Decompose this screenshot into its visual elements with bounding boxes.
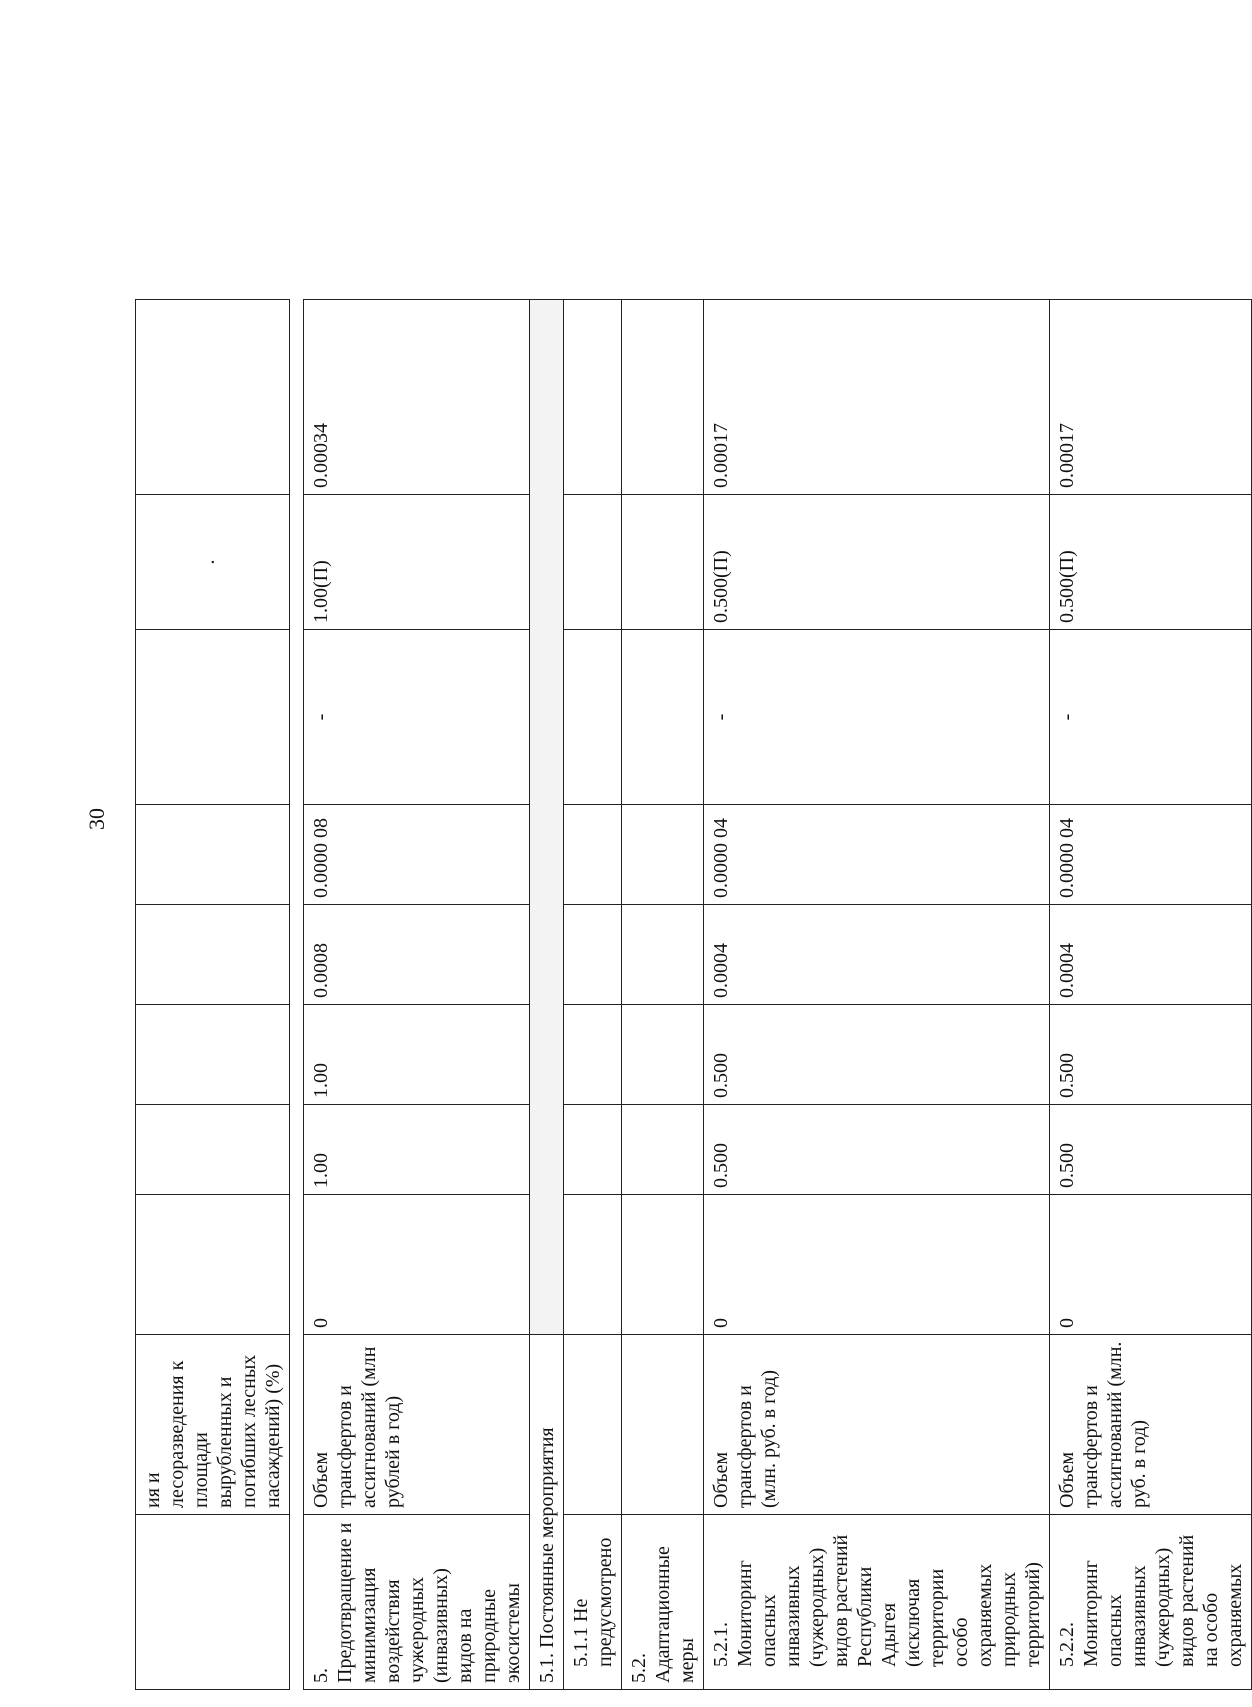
table-cell bbox=[564, 495, 622, 630]
table-cell bbox=[622, 630, 704, 805]
value-cell: 1.00(П) bbox=[304, 495, 530, 630]
table-cell bbox=[136, 805, 290, 905]
table-cell bbox=[136, 1195, 290, 1335]
value-cell: 1.00 bbox=[304, 1005, 530, 1105]
value-cell: 0.00017 bbox=[704, 300, 1050, 495]
value-cell: 1.00 bbox=[304, 1105, 530, 1195]
page-number: 30 bbox=[84, 808, 109, 830]
value-cell: 0.500 bbox=[704, 1005, 1050, 1105]
table-cell bbox=[564, 1195, 622, 1335]
table-row bbox=[1050, 300, 1252, 1690]
table-cell bbox=[622, 1335, 704, 1515]
value-cell: 0.500 bbox=[1050, 1105, 1252, 1195]
rotated-document bbox=[135, 80, 1246, 1690]
table-cell bbox=[136, 1105, 290, 1195]
table-cell bbox=[622, 1005, 704, 1105]
table-row bbox=[564, 300, 622, 1690]
value-cell: - bbox=[304, 630, 530, 805]
indicator-name: Объем трансфертов и (млн. руб. в год) bbox=[704, 1335, 1050, 1515]
table-cell bbox=[530, 300, 564, 1335]
measure-name: 5.2.2. Мониторинг опасных инвазивных (чужеродных) видов растений на особо охраняемых bbox=[1050, 1515, 1252, 1690]
value-cell: 0.00017 bbox=[1050, 300, 1252, 495]
value-cell: 0.0000 04 bbox=[704, 805, 1050, 905]
value-cell: 0.0008 bbox=[304, 905, 530, 1005]
value-cell: - bbox=[704, 630, 1050, 805]
table-cell bbox=[564, 805, 622, 905]
table-cell bbox=[564, 1105, 622, 1195]
section-title: 5.1. Постоянные мероприятия bbox=[530, 1335, 564, 1690]
value-cell: 0.00034 bbox=[304, 300, 530, 495]
table-cell bbox=[622, 1195, 704, 1335]
value-cell: 0.0000 04 bbox=[1050, 805, 1252, 905]
continuation-indicator-cell: ия и лесоразведения к площади вырубленных и погибших лесных насаждений) (%) bbox=[136, 1335, 290, 1515]
continuation-row bbox=[136, 300, 290, 1690]
table-cell bbox=[622, 805, 704, 905]
value-cell: 0.500(П) bbox=[704, 495, 1050, 630]
table-row bbox=[704, 300, 1050, 1690]
table-cell bbox=[136, 905, 290, 1005]
table-cell bbox=[564, 300, 622, 495]
value-cell: 0.500(П) bbox=[1050, 495, 1252, 630]
table-cell bbox=[136, 630, 290, 805]
measure-name: 5.2.1. Мониторинг опасных инвазивных (чужеродных) видов растений Республики Адыгея (исключая территории особо охраняемых природных территорий) bbox=[704, 1515, 1050, 1690]
value-cell: 0.0004 bbox=[704, 905, 1050, 1005]
value-cell: 0.0000 08 bbox=[304, 805, 530, 905]
table-cell bbox=[564, 630, 622, 805]
table-cell bbox=[564, 905, 622, 1005]
value-cell: 0.500 bbox=[1050, 1005, 1252, 1105]
measure-name: 5. Предотвращение и минимизация воздействия чужеродных (инвазивных) видов на природные экосистемы bbox=[304, 1515, 530, 1690]
table-cell bbox=[564, 1005, 622, 1105]
table-cell bbox=[622, 495, 704, 630]
value-cell: 0 bbox=[704, 1195, 1050, 1335]
continuation-name-cell bbox=[136, 1515, 290, 1690]
value-cell: 0 bbox=[304, 1195, 530, 1335]
table-cell: . bbox=[136, 495, 290, 630]
table-cell bbox=[136, 1005, 290, 1105]
indicator-name: Объем трансфертов и ассигнований (млн. руб. в год) bbox=[1050, 1335, 1252, 1515]
table-cell bbox=[622, 300, 704, 495]
value-cell: 0.500 bbox=[704, 1105, 1050, 1195]
main-table bbox=[303, 299, 1252, 1690]
measure-name: 5.1.1 Не предусмотрено bbox=[564, 1515, 622, 1690]
table-cell bbox=[622, 905, 704, 1005]
value-cell: 0 bbox=[1050, 1195, 1252, 1335]
value-cell: 0.0004 bbox=[1050, 905, 1252, 1005]
table-cell bbox=[564, 1335, 622, 1515]
value-cell: - bbox=[1050, 630, 1252, 805]
table-cell bbox=[136, 300, 290, 495]
continuation-table bbox=[135, 299, 290, 1690]
table-row bbox=[304, 300, 530, 1690]
measure-name: 5.2. Адаптационные меры bbox=[622, 1515, 704, 1690]
section-row bbox=[530, 300, 564, 1690]
indicator-name: Объем трансфертов и ассигнований (млн рублей в год) bbox=[304, 1335, 530, 1515]
table-cell bbox=[622, 1105, 704, 1195]
table-row bbox=[622, 300, 704, 1690]
